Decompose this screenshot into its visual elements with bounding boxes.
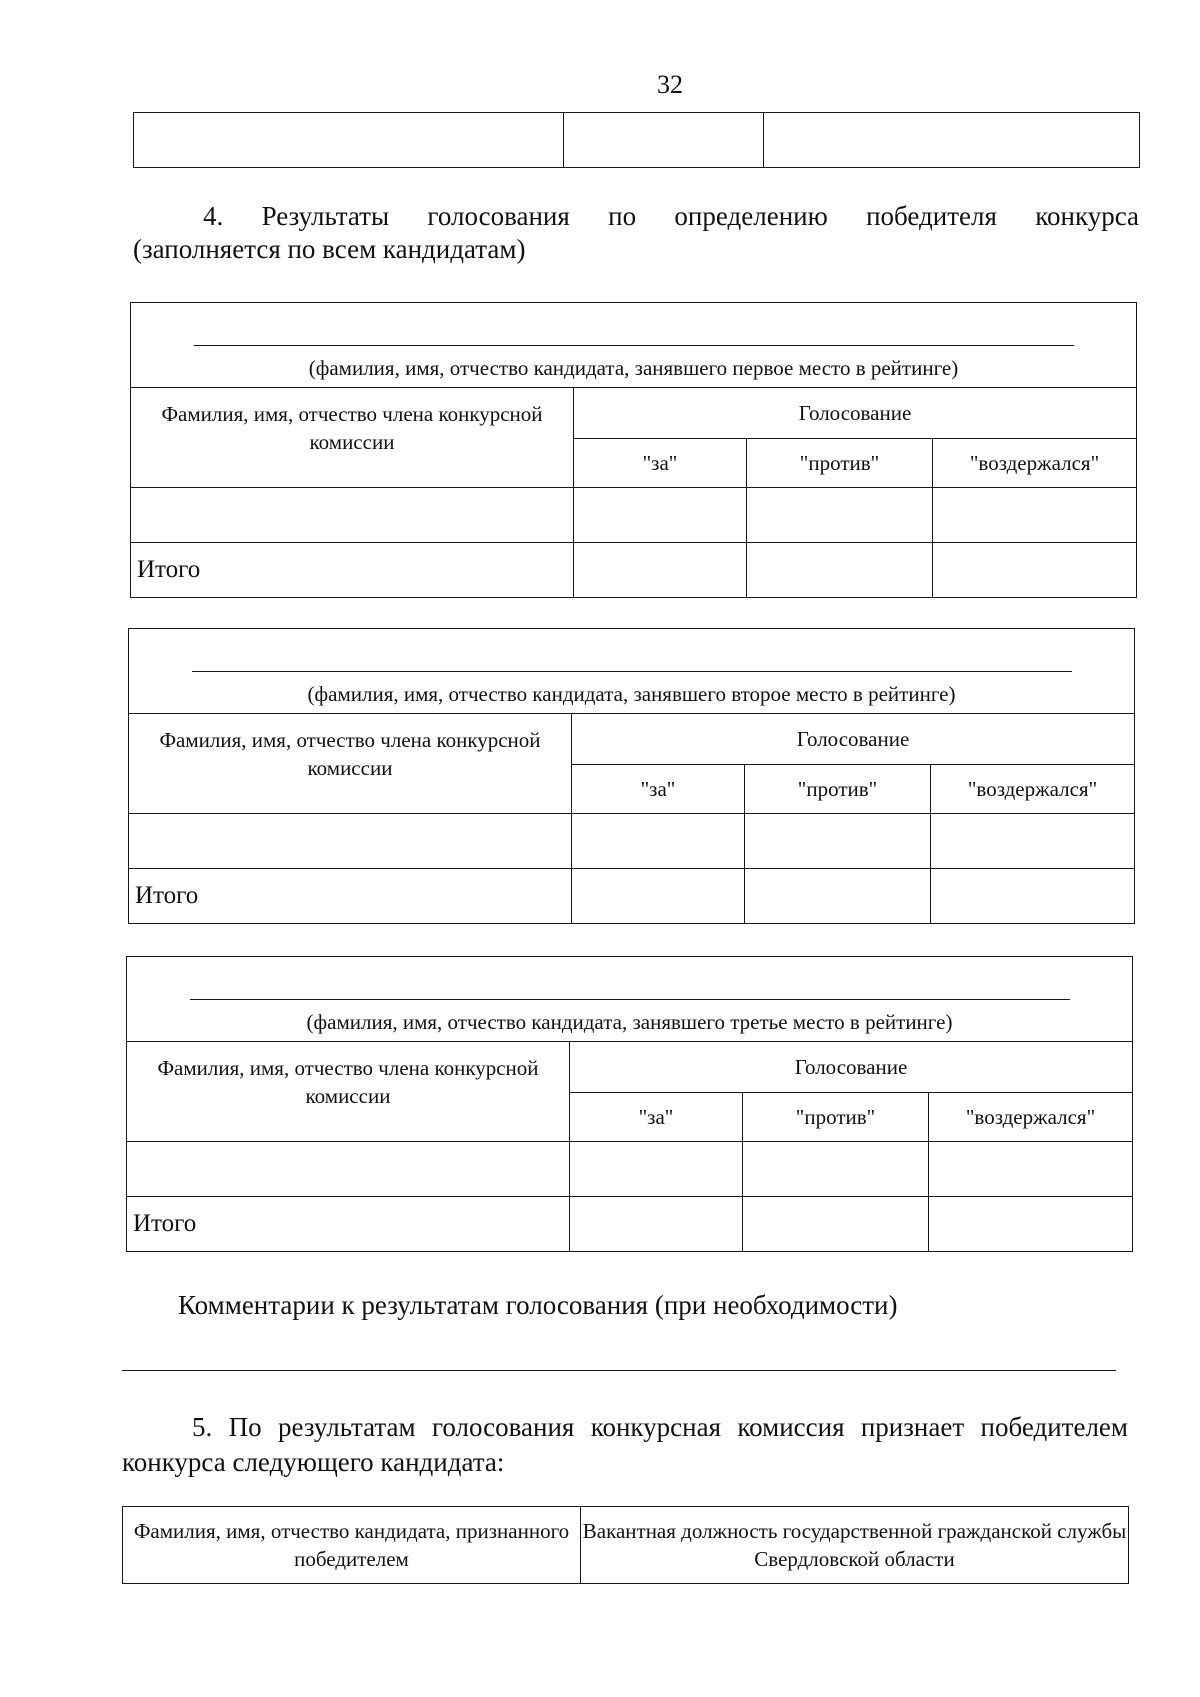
candidate-name-line[interactable] xyxy=(194,345,1074,346)
section-4-heading-line1: 4. Результаты голосования по определению победителя конкурса xyxy=(203,201,1139,231)
candidate-name-line[interactable] xyxy=(192,671,1072,672)
candidate-name-cell xyxy=(131,303,1137,388)
section-5-line1: 5. По результатам голосования конкурсная комиссия признает победителем xyxy=(192,1412,1128,1442)
table-cell xyxy=(134,113,564,168)
vote-abstained-header: "воздержался" xyxy=(929,1093,1133,1142)
section-4-heading xyxy=(133,200,1139,266)
total-against-cell[interactable] xyxy=(745,869,931,924)
total-label: Итого xyxy=(127,1197,570,1252)
vote-for-header: "за" xyxy=(572,765,745,814)
total-label: Итого xyxy=(129,869,572,924)
total-abstained-cell[interactable] xyxy=(931,869,1135,924)
table-cell xyxy=(764,113,1140,168)
total-against-cell[interactable] xyxy=(747,543,933,598)
vote-for-cell[interactable] xyxy=(570,1142,743,1197)
candidate-name-line[interactable] xyxy=(190,999,1070,1000)
table-row xyxy=(131,543,1137,598)
vote-abstained-cell[interactable] xyxy=(931,814,1135,869)
vote-abstained-cell[interactable] xyxy=(929,1142,1133,1197)
candidate-name-cell xyxy=(127,957,1133,1042)
total-for-cell[interactable] xyxy=(572,869,745,924)
vote-abstained-header: "воздержался" xyxy=(931,765,1135,814)
table-row xyxy=(127,1142,1133,1197)
candidate-caption: (фамилия, имя, отчество кандидата, занявшего третье место в рейтинге) xyxy=(306,1010,953,1034)
vote-for-header: "за" xyxy=(574,439,747,488)
vote-abstained-cell[interactable] xyxy=(933,488,1137,543)
table-row xyxy=(129,814,1135,869)
vote-abstained-header: "воздержался" xyxy=(933,439,1137,488)
member-column-header: Фамилия, имя, отчество члена конкурсной комиссии xyxy=(129,714,572,814)
candidate-caption: (фамилия, имя, отчество кандидата, занявшего первое место в рейтинге) xyxy=(308,356,959,380)
candidate-name-cell xyxy=(129,629,1135,714)
table-row xyxy=(131,303,1137,388)
continued-table xyxy=(133,112,1140,168)
candidate-caption: (фамилия, имя, отчество кандидата, занявшего второе место в рейтинге) xyxy=(307,682,956,706)
comments-line[interactable] xyxy=(122,1370,1116,1371)
vote-for-cell[interactable] xyxy=(572,814,745,869)
voting-header: Голосование xyxy=(574,388,1137,439)
vote-against-header: "против" xyxy=(747,439,933,488)
winner-table xyxy=(122,1506,1129,1584)
page-number: 32 xyxy=(657,70,683,99)
vote-against-cell[interactable] xyxy=(745,814,931,869)
member-column-header: Фамилия, имя, отчество члена конкурсной комиссии xyxy=(127,1042,570,1142)
section-5-paragraph xyxy=(122,1410,1128,1480)
vote-against-header: "против" xyxy=(743,1093,929,1142)
member-name-cell[interactable] xyxy=(131,488,574,543)
total-label: Итого xyxy=(131,543,574,598)
vote-for-header: "за" xyxy=(570,1093,743,1142)
table-cell xyxy=(564,113,764,168)
section-5-line2: конкурса следующего кандидата: xyxy=(122,1447,505,1477)
winner-name-header: Фамилия, имя, отчество кандидата, признанного победителем xyxy=(123,1507,581,1584)
total-abstained-cell[interactable] xyxy=(929,1197,1133,1252)
vacancy-header: Вакантная должность государственной гражданской службы Свердловской области xyxy=(581,1507,1129,1584)
member-name-cell[interactable] xyxy=(127,1142,570,1197)
table-row xyxy=(129,869,1135,924)
member-column-header: Фамилия, имя, отчество члена конкурсной комиссии xyxy=(131,388,574,488)
section-4-heading-line2: (заполняется по всем кандидатам) xyxy=(133,234,526,264)
total-for-cell[interactable] xyxy=(574,543,747,598)
table-row xyxy=(127,1197,1133,1252)
table-row xyxy=(131,488,1137,543)
vote-table-third-place xyxy=(126,956,1133,1252)
vote-against-cell[interactable] xyxy=(743,1142,929,1197)
total-abstained-cell[interactable] xyxy=(933,543,1137,598)
vote-against-header: "против" xyxy=(745,765,931,814)
vote-against-cell[interactable] xyxy=(747,488,933,543)
total-for-cell[interactable] xyxy=(570,1197,743,1252)
vote-for-cell[interactable] xyxy=(574,488,747,543)
member-name-cell[interactable] xyxy=(129,814,572,869)
table-row xyxy=(134,113,1140,168)
vote-table-second-place xyxy=(128,628,1135,924)
table-row xyxy=(127,957,1133,1042)
table-row xyxy=(131,388,1137,439)
voting-header: Голосование xyxy=(570,1042,1133,1093)
table-row xyxy=(123,1507,1129,1584)
comments-label: Комментарии к результатам голосования (при необходимости) xyxy=(178,1290,898,1320)
voting-header: Голосование xyxy=(572,714,1135,765)
table-row xyxy=(127,1042,1133,1093)
total-against-cell[interactable] xyxy=(743,1197,929,1252)
table-row xyxy=(129,629,1135,714)
vote-table-first-place xyxy=(130,302,1137,598)
table-row xyxy=(129,714,1135,765)
